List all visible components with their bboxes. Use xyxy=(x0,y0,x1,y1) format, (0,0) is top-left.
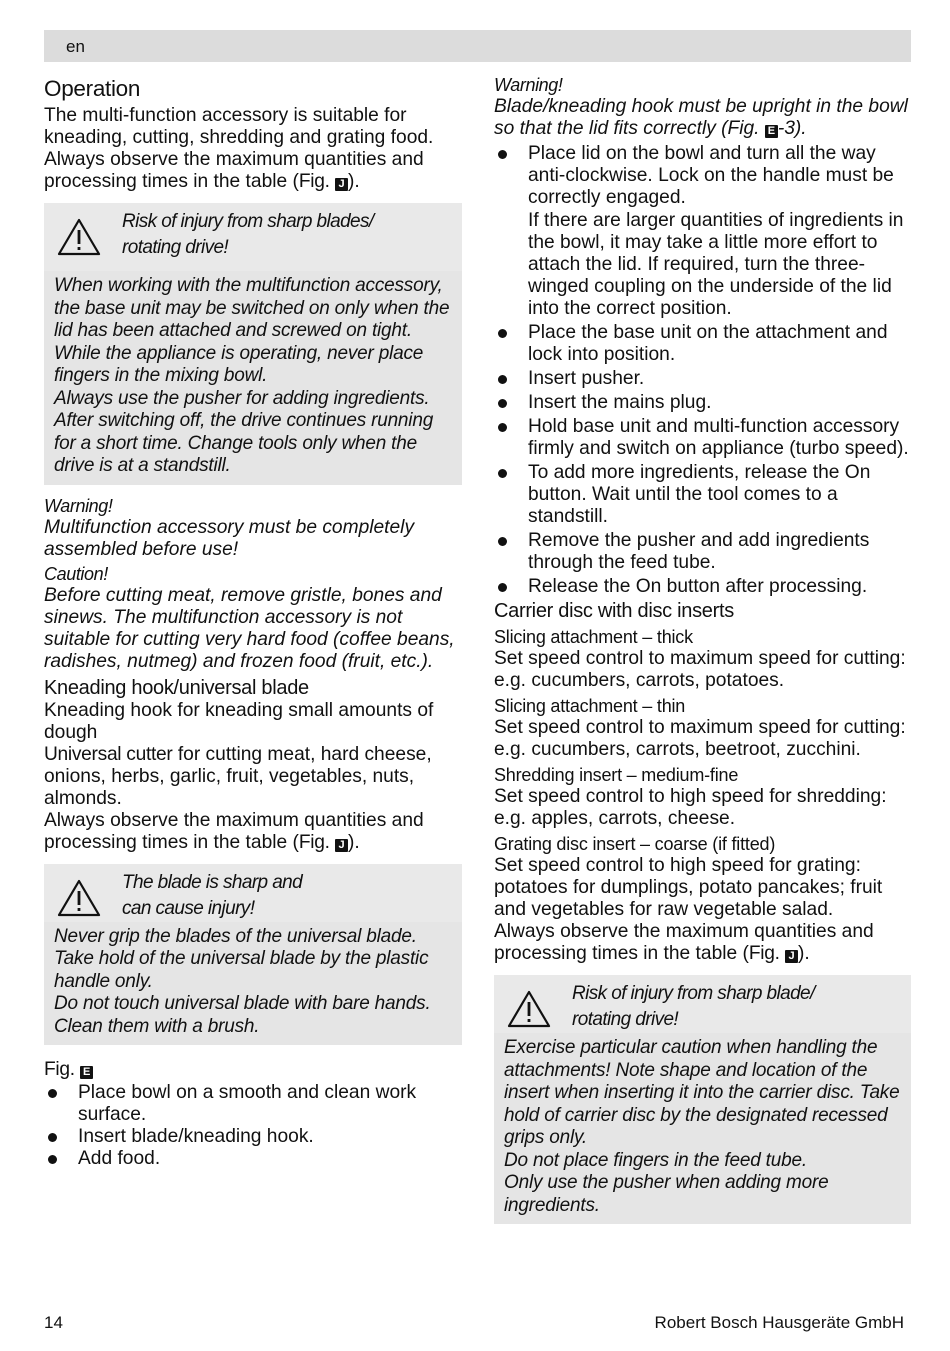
carrier-disc-title: Carrier disc with disc inserts xyxy=(494,600,734,622)
bullet-icon xyxy=(498,329,507,338)
kneading-title: Kneading hook/universal blade xyxy=(44,676,309,699)
observe-text: Always observe the maximum quantities and processing times in the table (Fig. J ). xyxy=(494,921,874,964)
universal-text: Universal cutter for cutting meat, hard cheese, onions, herbs, garlic, fruit, vegetables, nuts, almonds. xyxy=(44,743,432,809)
list-item: Insert the mains plug. xyxy=(494,392,911,414)
left-column xyxy=(44,76,462,1170)
bullet-icon xyxy=(498,375,507,384)
step-list xyxy=(494,143,911,598)
list-item: Insert blade/kneading hook. xyxy=(44,1126,462,1148)
insert-text: Set speed control to maximum speed for cutting: e.g. cucumbers, carrots, potatoes. xyxy=(494,648,906,691)
list-item: Place the base unit on the attachment and lock into position. xyxy=(494,322,911,366)
fig-j-symbol: J xyxy=(335,839,348,852)
observe-text: Always observe the maximum quantities and processing times in the table (Fig. J ). xyxy=(44,809,424,853)
warning-box-carrier-disc xyxy=(494,975,911,1224)
warning-triangle-icon xyxy=(506,989,552,1029)
list-item: Place lid on the bowl and turn all the way anti-clockwise. Lock on the handle must be correctly engaged. If there are larger quantities of ingredients in the bowl, it may take a little more effort to attach the lid. If required, turn the three-winged coupling on the underside of the lid into the correct position. xyxy=(494,143,911,320)
warning-paragraph: While the appliance is operating, never place fingers in the mixing bowl. xyxy=(54,342,424,386)
company-name: Robert Bosch Hausgeräte GmbH xyxy=(654,1313,904,1332)
step-list xyxy=(44,1082,462,1170)
insert-text: Set speed control to high speed for grating: potatoes for dumplings, potato pancakes; fruit and vegetables for raw vegetable salad. xyxy=(494,855,883,920)
fig-e-heading: Fig. E xyxy=(44,1059,462,1081)
list-item: Release the On button after processing. xyxy=(494,576,911,598)
bullet-icon xyxy=(48,1155,57,1164)
warning-box-header xyxy=(44,864,462,922)
insert-item xyxy=(494,764,911,830)
warning-paragraph: After switching off, the drive continues running for a short time. Change tools only when the drive is at a standstill. xyxy=(54,410,434,476)
warning-box-sharp-blade xyxy=(44,864,462,1046)
list-item: Remove the pusher and add ingredients through the feed tube. xyxy=(494,530,911,574)
warning-title-line1: Risk of injury from sharp blade/ xyxy=(572,983,815,1004)
insert-item xyxy=(494,626,911,692)
warning-box-header xyxy=(44,203,462,271)
warning-text: Blade/kneading hook must be upright in the bowl so that the lid fits correctly (Fig. E -3). xyxy=(494,96,908,139)
warning-title-line1: The blade is sharp and xyxy=(122,871,303,893)
warning-paragraph: Do not place fingers in the feed tube. xyxy=(504,1149,807,1171)
fig-e-symbol: E xyxy=(80,1066,93,1079)
warning-paragraph: Always use the pusher for adding ingredients. xyxy=(54,387,430,409)
warning-title-line2: rotating drive! xyxy=(572,1009,679,1030)
warning-triangle-icon xyxy=(56,217,102,257)
language-bar xyxy=(44,30,911,62)
list-item: Add food. xyxy=(44,1148,462,1170)
warning-paragraph: Never grip the blades of the universal blade. Take hold of the universal blade by the plastic handle only. xyxy=(54,925,429,992)
fig-j-symbol: J xyxy=(335,178,348,191)
warning-text: Multifunction accessory must be completely assembled before use! xyxy=(44,516,415,560)
warning-title-line2: can cause injury! xyxy=(122,897,255,919)
warning-title-line1: Risk of injury from sharp blades/ xyxy=(122,211,374,232)
warning-label: Warning! xyxy=(494,75,563,95)
right-column xyxy=(494,74,911,1234)
warning-title-line2: rotating drive! xyxy=(122,237,229,258)
insert-title: Slicing attachment – thick xyxy=(494,627,693,647)
insert-title: Slicing attachment – thin xyxy=(494,696,686,716)
caution-text: Before cutting meat, remove gristle, bones and sinews. The multifunction accessory is not suitable for cutting very hard food (coffee beans, radishes, nutmeg) and frozen food (fruit, etc.). xyxy=(44,584,455,672)
warning-paragraph: Do not touch universal blade with bare hands. Clean them with a brush. xyxy=(54,993,431,1037)
insert-title: Grating disc insert – coarse (if fitted) xyxy=(494,834,776,854)
bullet-icon xyxy=(498,399,507,408)
list-item: Place bowl on a smooth and clean work surface. xyxy=(44,1082,462,1126)
bullet-icon xyxy=(498,150,507,159)
operation-title: Operation xyxy=(44,76,141,101)
insert-title: Shredding insert – medium-fine xyxy=(494,765,739,785)
insert-item xyxy=(494,695,911,761)
bullet-icon xyxy=(48,1133,57,1142)
step-note: If there are larger quantities of ingredients in the bowl, it may take a little more effort to attach the lid. If required, turn the three-winged coupling on the underside of the lid into the correct position. xyxy=(528,210,904,319)
warning-paragraph: Exercise particular caution when handling the attachments! Note shape and location of the insert when inserting it into the carrier disc. Take hold of carrier disc by the designated recessed grips only. xyxy=(504,1037,900,1148)
bullet-icon xyxy=(498,537,507,546)
warning-triangle-icon xyxy=(56,878,102,918)
bullet-icon xyxy=(498,583,507,592)
list-item: Hold base unit and multi-function accessory firmly and switch on appliance (turbo speed). xyxy=(494,416,911,460)
bullet-icon xyxy=(498,469,507,478)
universal-label: Universal cutter xyxy=(44,743,173,765)
warning-paragraph: Only use the pusher when adding more ingredients. xyxy=(504,1172,829,1216)
list-item: To add more ingredients, release the On button. Wait until the tool comes to a standstill. xyxy=(494,462,911,528)
language-label: en xyxy=(66,37,85,56)
fig-e-symbol: E xyxy=(765,125,778,138)
warning-label: Warning! xyxy=(44,495,113,516)
kneading-text: Kneading hook for kneading small amounts of dough xyxy=(44,699,434,743)
warning-box-header xyxy=(494,975,911,1033)
warning-paragraph: When working with the multifunction accessory, the base unit may be switched on only when the lid has been attached and screwed on tight. xyxy=(54,275,450,341)
page-number: 14 xyxy=(44,1313,63,1332)
caution-label: Caution! xyxy=(44,563,108,584)
insert-text: Set speed control to high speed for shredding: e.g. apples, carrots, cheese. xyxy=(494,786,887,829)
insert-item xyxy=(494,833,911,921)
operation-intro: The multi-function accessory is suitable for kneading, cutting, shredding and grating food. Always observe the maximum quantities and processing times in the table (Fig. J ). xyxy=(44,105,434,192)
bullet-icon xyxy=(48,1089,57,1098)
insert-text: Set speed control to maximum speed for cutting: e.g. cucumbers, carrots, beetroot, zucchini. xyxy=(494,717,906,760)
list-item: Insert pusher. xyxy=(494,368,911,390)
warning-box-sharp-blades xyxy=(44,203,462,485)
fig-j-symbol: J xyxy=(785,950,798,963)
bullet-icon xyxy=(498,423,507,432)
